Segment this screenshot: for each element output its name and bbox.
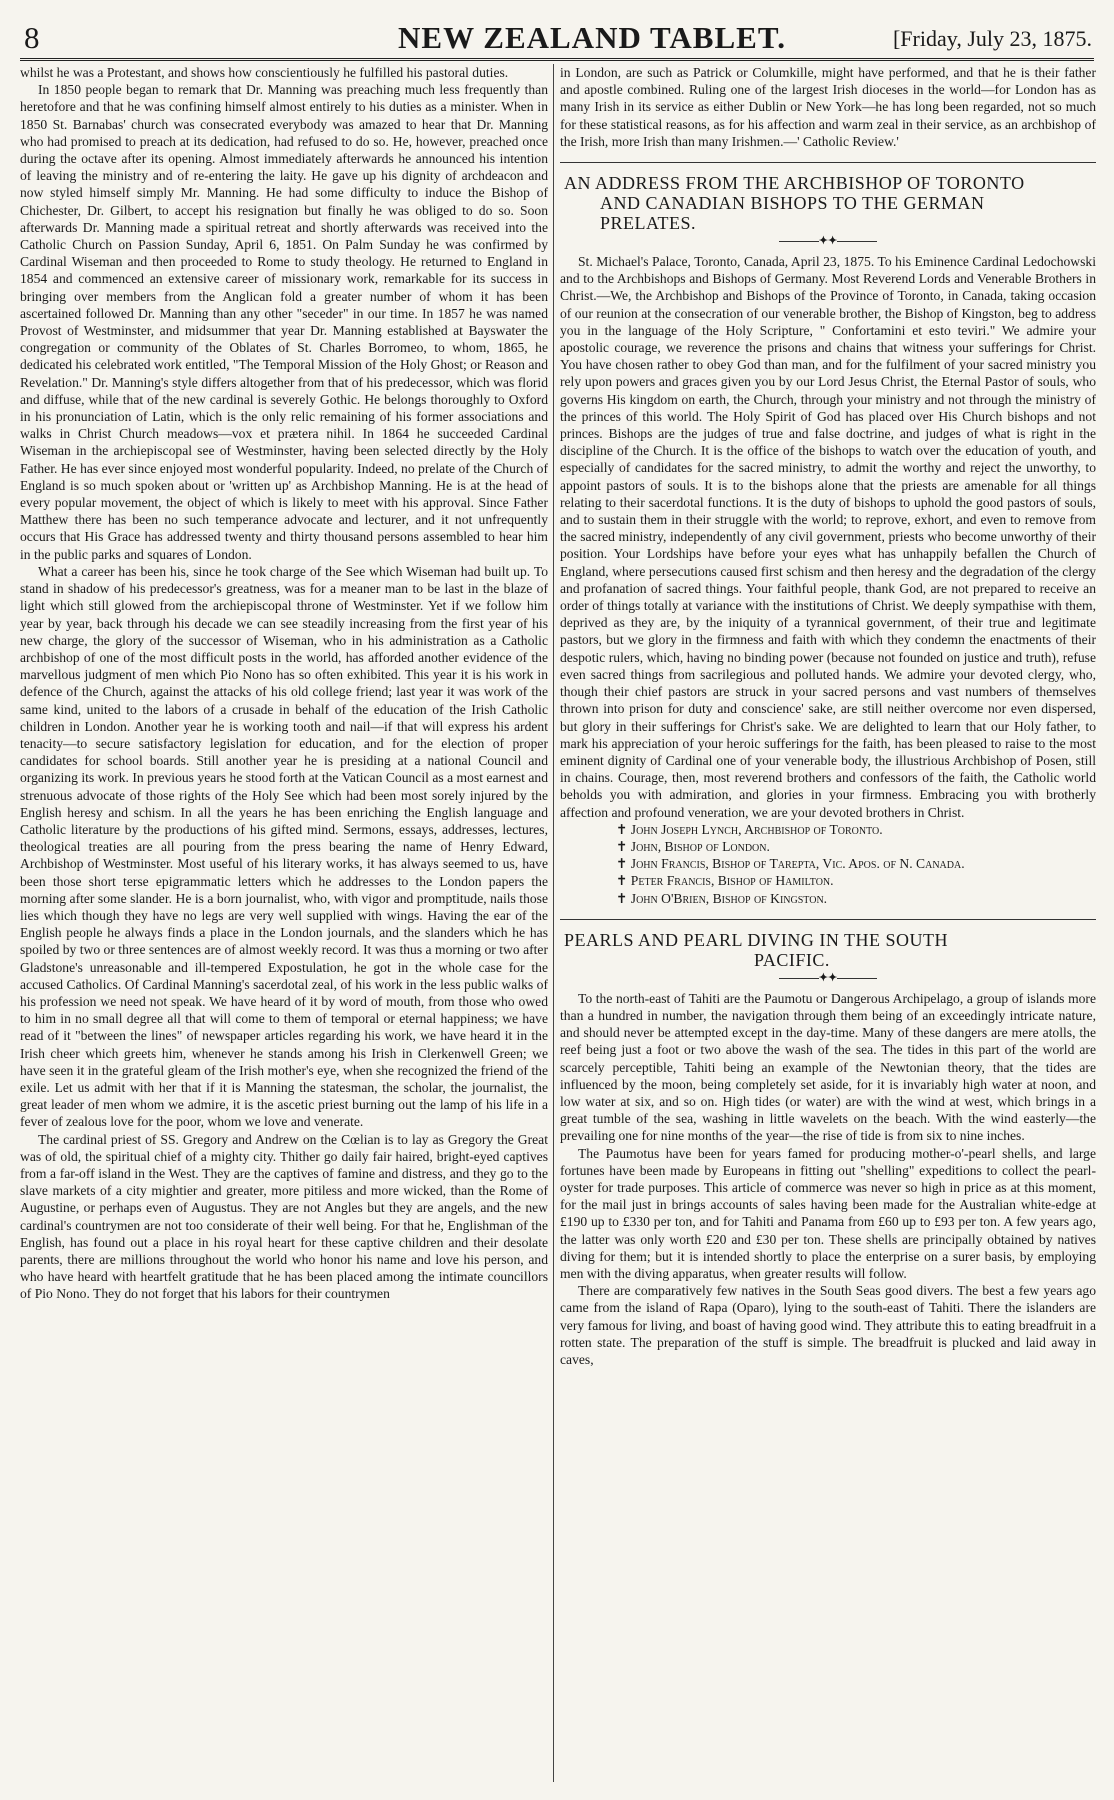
article-separator [560, 162, 1096, 163]
right-column [560, 64, 1096, 1782]
article-paragraph: whilst he was a Protestant, and shows how conscientiously he fulfilled his pastoral duties. [20, 65, 509, 80]
masthead [14, 18, 1100, 70]
address-heading-line: PRELATES. [600, 213, 697, 234]
heading-ornament: ✦✦ [560, 972, 1096, 984]
signatory: ✝ John Joseph Lynch, Archbishop of Toronto. [616, 821, 883, 837]
article-continuation: in London, are such as Patrick or Columkille, might have performed, and that he is their father and apostle combined. Ruling one of the largest Irish dioceses in the world—for London has as many Irish in its service as either Dublin or New York—he has long been regarded, not so much for these statistical reasons, as for his affection and warm zeal in their service, as an archbishop of the Irish, more Irish than many Irishmen.—' Catholic Review.' [560, 65, 1096, 149]
masthead-rule [20, 58, 1094, 62]
signatory: ✝ Peter Francis, Bishop of Hamilton. [616, 873, 834, 889]
signatory: ✝ John, Bishop of London. [616, 838, 770, 854]
article-paragraph: The cardinal priest of SS. Gregory and Andrew on the Cœlian is to lay as Gregory the Great was of old, the spiritual chief of a mighty city. Thither go daily fair haired, bright-eyed captives from a far-off island in the West. They are the captives of famine and distress, and they go to the slave markets of a city mightier and greater, more pitiless and more wicked, than the Rome of Augustine, or perhaps even of Augustus. They are not Angles but they are angels, and the new cardinal's countrymen are not too considerate of their well being. For that he, Englishman of the English, has found out a place in his royal heart for these captive children and their desolate parents, there are millions throughout the world who honor his name and love his person, and who have heard with heartfelt gratitude that he has been placed among the intimate councillors of Pio Nono. They do not forget that his labors for their countrymen [20, 1131, 548, 1302]
signatory-list [560, 821, 1096, 907]
article-paragraph: In 1850 people began to remark that Dr. Manning was preaching much less frequently than heretofore and that he was confining himself almost entirely to his duties as a minister. When in 1850 St. Barnabas' church was consecrated everybody was amazed to hear that Dr. Manning who had promised to preach at its dedication, had refused to do so. He, however, preached once during the octave after its opening. Almost immediately afterwards he announced his intention of leaving the ministry and of re-entering the laity. He gave up his dignity of archdeacon and now styled himself simply Mr. Manning. He had some difficulty to induce the Bishop of Chichester, Dr. Gilbert, to accept his resignation but finally he was obliged to do so. Soon afterwards Dr. Manning made a spiritual retreat and shortly afterwards was received into the Catholic Church on Passion Sunday, April 6, 1851. On Palm Sunday he was confirmed by Cardinal Wiseman and then proceeded to Rome to study theology. He returned to England in 1854 and commenced an extensive career of missionary work, remarkable for its success in bringing over members from the Anglican fold a greater number of whom it has been ascertained followed Dr. Manning than any other "seceder" in our time. In 1857 he was named Provost of Westminster, and midsummer that year Dr. Manning established at Bayswater the congregation or community of the Oblates of St. Charles Borromeo, to whom, 1865, he dedicated his celebrated work entitled, "The Temporal Mission of the Holy Ghost; or Reason and Revelation." Dr. Manning's style differs altogether from that of his predecessor, which was florid and diffuse, while that of the new cardinal is severely Gothic. He belongs thoroughly to Oxford in his pronunciation of Latin, which is the only relic remaining of his former associations and walks in Christ Church meadows—vox et prætera nihil. In 1864 he succeeded Cardinal Wiseman in the archiepiscopal see of Westminster, having been selected directly by the Holy Father. He has ever since enjoyed most wonderful popularity. Indeed, no prelate of the Church of England is so much spoken about or 'written up' as Archbishop Manning. He is at the head of every popular movement, the object of which is likely to meet with his approval. Since Father Matthew there has been no such temperance advocate and lecturer, and it not unfrequently occurs that His Grace has addressed twenty and thirty thousand persons assembled to hear him in the public parks and squares of London. [20, 82, 548, 562]
address-heading-line: AN ADDRESS FROM THE ARCHBISHOP OF TORONTO [564, 173, 1025, 194]
column-divider [553, 64, 554, 1782]
newspaper-title: NEW ZEALAND TABLET. [398, 20, 786, 55]
article-separator [560, 919, 1096, 920]
page-number: 8 [24, 20, 40, 55]
article-paragraph: The Paumotus have been for years famed for producing mother-o'-pearl shells, and large fortunes have been made by Europeans in fitting out "shelling" expeditions to collect the pearl-oyster for trade purposes. This article of commerce was never so high in price as at this moment, for the mail just in brings accounts of sales having been made for the Australian white-edge at £190 up to £330 per ton, and for Tahiti and Panama from £60 up to £93 per ton. A few years ago, the latter was only worth £20 and £30 per ton. These shells are principally obtained by natives diving for them; but it is intended shortly to place the enterprise on a surer basis, by employing men with the diving apparatus, when greater results will follow. [560, 1145, 1096, 1281]
heading-ornament: ✦✦ [560, 235, 1096, 247]
address-heading [560, 173, 1096, 233]
article-paragraph: To the north-east of Tahiti are the Paumotu or Dangerous Archipelago, a group of islands more than a hundred in number, the navigation through them being of an exceedingly intricate nature, and should never be attempted except in the day-time. Many of these dangers are mere atolls, the reef being just a foot or two above the wash of the sea. The tides in this part of the world are scarcely perceptible, Tahiti being an example of the Newtonian theory, that the tides are influenced by the moon, being completely set aside, for it is invariably high water at noon, and low water at six, and so on. High tides (or water) are with the wind at west, which brings in a great tumble of the sea, washing in little wavelets on the beach. With the wind easterly—the prevailing one for nine months of the year—the rise of tide is from six to nine inches. [560, 990, 1096, 1144]
pearls-heading-line: PACIFIC. [754, 949, 830, 970]
left-column [20, 64, 548, 1782]
address-body: St. Michael's Palace, Toronto, Canada, April 23, 1875. To his Eminence Cardinal Ledochowski and to the Archbishops and Bishops of Germany. Most Reverend Lords and Venerable Brothers in Christ.—We, the Archbishop and Bishops of the Province of Toronto, in Canada, taking occasion of our reunion at the consecration of our venerable brother, the Bishop of Kingston, beg to address you in the language of the Holy Scripture, " Confortamini et esto teviri." We admire your apostolic courage, we reverence the prisons and chains that witness your sufferings for Christ. You have chosen rather to obey God than man, and for the fulfilment of your sacred ministry you rely upon powers and graces given you by our Lord Jesus Christ, the Eternal Pastor of souls, who governs His kingdom on earth, the Church, through your ministry and not through the ministry of the princes of this world. The Holy Spirit of God has placed over His Church bishops and not princes. Bishops are the judges of true and false doctrine, and judges of what is right in the discipline of the Church. It is the office of the bishops to watch over the education of youth, and especially of candidates for the sacred ministry, to admit the worthy and reject the unworthy, to appoint pastors of souls. It is to the bishops alone that the priests are amenable for all things relating to their sacerdotal functions. It is the duty of bishops to uphold the good pastors of souls, and to sustain them in their struggle with the world; to reprove, exhort, and even to remove from the sacred ministry, independently of any civil government, priests who become unworthy of their position. Your Lordships have before your eyes what has unhappily befallen the Church of England, where persecutions caused first schism and then heresy and the degradation of the clergy and profanation of sacred things. Your faithful people, thank God, are not prepared to receive an order of things totally at variance with the institutions of Christ. We deeply sympathise with them, deprived as they are, by the iniquity of a tyrannical government, of their true and legitimate pastors, but we glory in the firmness and faith with which they condemn the enactments of their despotic rulers, which, having no binding power (because not founded on justice and truth), refuse even sacred things from sacrilegious and polluted hands. We admire your devoted clergy, who, though their chief pastors are struck in your sacred persons and vast numbers of themselves thrown into prison for duty and conscience' sake, are still neither overcome nor even dispersed, but glory in their sufferings for Christ's sake. We are delighted to learn that our Holy father, to mark his appreciation of your heroic sufferings for the faith, has been pleased to raise to the most eminent dignity of Cardinal one of your venerable body, the illustrious Archbishop of Posen, still in chains. Courage, then, most reverend brothers and confessors of the faith, the Catholic world beholds you with admiration, and glories in your firmness. Embracing you with brotherly affection and profound veneration, we are your devoted brothers in Christ. [560, 254, 1096, 820]
article-paragraph: What a career has been his, since he took charge of the See which Wiseman had built up. To stand in shadow of his predecessor's greatness, was for a meaner man to be last in the blaze of light which still glowed from the archiepiscopal throne of Westminster. Yet if we follow him year by year, back through his decade we can see steadily increasing from the first year of his new charge, the glory of the successor of Wiseman, who in his administration as a Catholic archbishop of one of the most difficult posts in the world, has afforded another evidence of the marvellous judgment of men which Pio Nono has so often exhibited. This year it is his work in defence of the Church, against the attacks of his old college friend; last year it was work of the same kind, united to the labors of a crusade in behalf of the education of the Irish Catholic children in London. Another year he is working tooth and nail—if that will express his ardent tenacity—to secure satisfactory legislation for education, and for the election of proper candidates for school boards. Still another year he is presiding at a national Council and organizing its work. In previous years he stood forth at the Vatican Council as a most earnest and strenuous advocate of those rights of the Holy See which had been most sorely injured by the English heresy and schism. In all the years he has been enriching the English language and Catholic literature by the productions of his gifted mind. Sermons, essays, addresses, lectures, theological treaties are all pouring from the press bearing the name of Henry Edward, Archbishop of Westminster. Most useful of his literary works, it has always seemed to us, have been those short terse epigrammatic letters which he addresses to the London papers the morning after some slander. He is a born journalist, who, with vigor and promptitude, nails those lies which though they have no legs are very well supplied with wings. Having the ear of the English people he always finds a place in the London journals, and the slanders which he has spoiled by two or three sentences are of almost weekly record. It was thus a morning or two after Gladstone's unreasonable and ill-tempered Expostulation, he got in the whole case for the accused Catholics. Of Cardinal Manning's sacerdotal zeal, of his work in the less public walks of his profession we need not speak. We have heard of it by word of mouth, from those who owed to him in no small degree all that will come to them of temporal or eternal happiness; we have read of it "between the lines" of newspaper articles regarding his work, we have heard it in the Irish cheer which greets him, whenever he stands among his Irish in Clerkenwell Green; we have seen it in the grateful gleam of the Irish mother's eye, when she recognized the friend of the exile. Let us admit with her that if it is Manning the statesman, the scholar, the journalist, the great leader of men whom we admire, it is the ascetic priest burning out the lamp of his life in a fever of zealous love for the poor, whom we love and venerate. [20, 563, 548, 1130]
address-heading-line: AND CANADIAN BISHOPS TO THE GERMAN [600, 193, 985, 214]
article-paragraph: There are comparatively few natives in the South Seas good divers. The best a few years ago came from the island of Rapa (Oparo), lying to the south-east of Tahiti. There the islanders are very famous for living, and boast of having good wind. They attribute this to eating breadfruit in a rotten state. The preparation of the stuff is simple. The breadfruit is plucked and laid away in caves, [560, 1283, 1096, 1367]
pearls-heading-line: PEARLS AND PEARL DIVING IN THE SOUTH [564, 929, 949, 950]
issue-date: [Friday, July 23, 1875. [892, 26, 1092, 51]
pearls-heading [560, 930, 1096, 970]
signatory: ✝ John Francis, Bishop of Tarepta, Vic. Apos. of N. Canada. [616, 856, 965, 872]
signatory: ✝ John O'Brien, Bishop of Kingston. [616, 890, 828, 906]
